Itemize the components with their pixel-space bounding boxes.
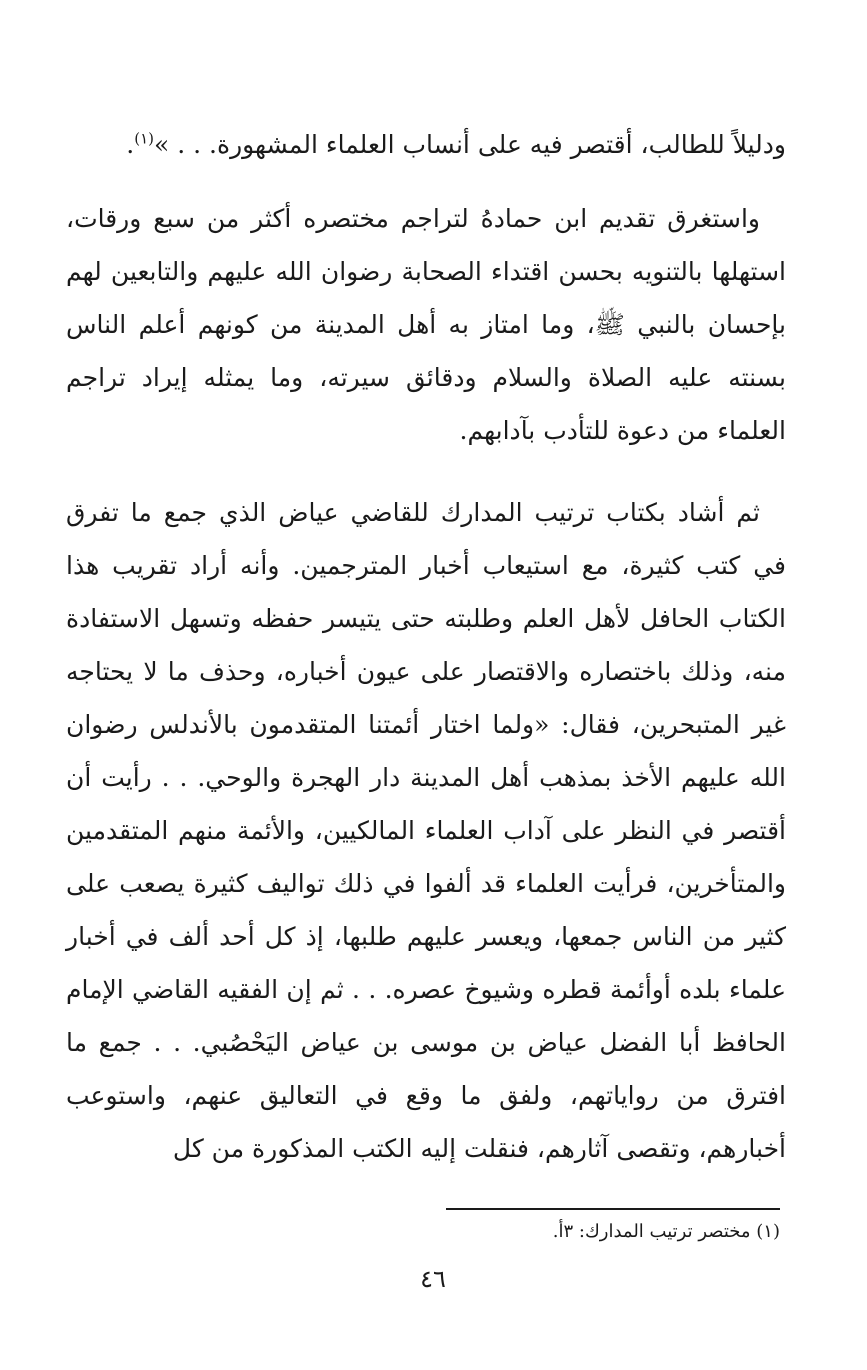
paragraph-2: [66, 192, 786, 457]
footnote-divider: [446, 1208, 780, 1210]
paragraph-1: [66, 118, 786, 171]
paragraph-2-text: واستغرق تقديم ابن حمادهُ لتراجم مختصره أكثر من سبع ورقات، استهلها بالتنويه بحسن اقتداء الصحابة رضوان الله عليهم والتابعين لهم بإحسان بالنبي ﷺ، وما امتاز به أهل المدينة من كونهم أعلم الناس بسنته عليه الصلاة والسلام ودقائق سيرته، وما يمثله إيراد تراجم العلماء من دعوة للتأدب بآدابهم.: [66, 204, 786, 445]
paragraph-3-text: ثم أشاد بكتاب ترتيب المدارك للقاضي عياض الذي جمع ما تفرق في كتب كثيرة، مع استيعاب أخبار المترجمين. وأنه أراد تقريب هذا الكتاب الحافل لأهل العلم وطلبته حتى يتيسر حفظه وتسهل الاستفادة منه، وذلك باختصاره والاقتصار على عيون أخباره، وحذف ما لا يحتاجه غير المتبحرين، فقال: «ولما اختار أئمتنا المتقدمون بالأندلس رضوان الله عليهم الأخذ بمذهب أهل المدينة دار الهجرة والوحي. . . رأيت أن أقتصر في النظر على آداب العلماء المالكيين، والأئمة منهم المتقدمين والمتأخرين، فرأيت العلماء قد ألفوا في ذلك تواليف كثيرة يصعب على كثير من الناس جمعها، ويعسر عليهم طلبها، إذ كل أحد ألف في أخبار علماء بلده أوأئمة قطره وشيوخ عصره. . . ثم إن الفقيه القاضي الإمام الحافظ أبا الفضل عياض بن موسى بن عياض اليَحْصُبي. . . جمع ما افترق من رواياتهم، ولفق ما وقع في التعاليق عنهم، واستوعب أخبارهم، وتقصى آثارهم، فنقلت إليه الكتب المذكورة من كل: [66, 498, 786, 1163]
paragraph-1-text: ودليلاً للطالب، أقتصر فيه على أنساب العلماء المشهورة. . . »: [154, 130, 786, 159]
page-number: ٤٦: [420, 1265, 446, 1293]
footnote-reference[interactable]: (١): [134, 129, 154, 148]
paragraph-3: [66, 486, 786, 1175]
paragraph-1-end: .: [126, 130, 135, 159]
footnote: (١) مختصر ترتيب المدارك: ٣أ.: [552, 1221, 780, 1242]
